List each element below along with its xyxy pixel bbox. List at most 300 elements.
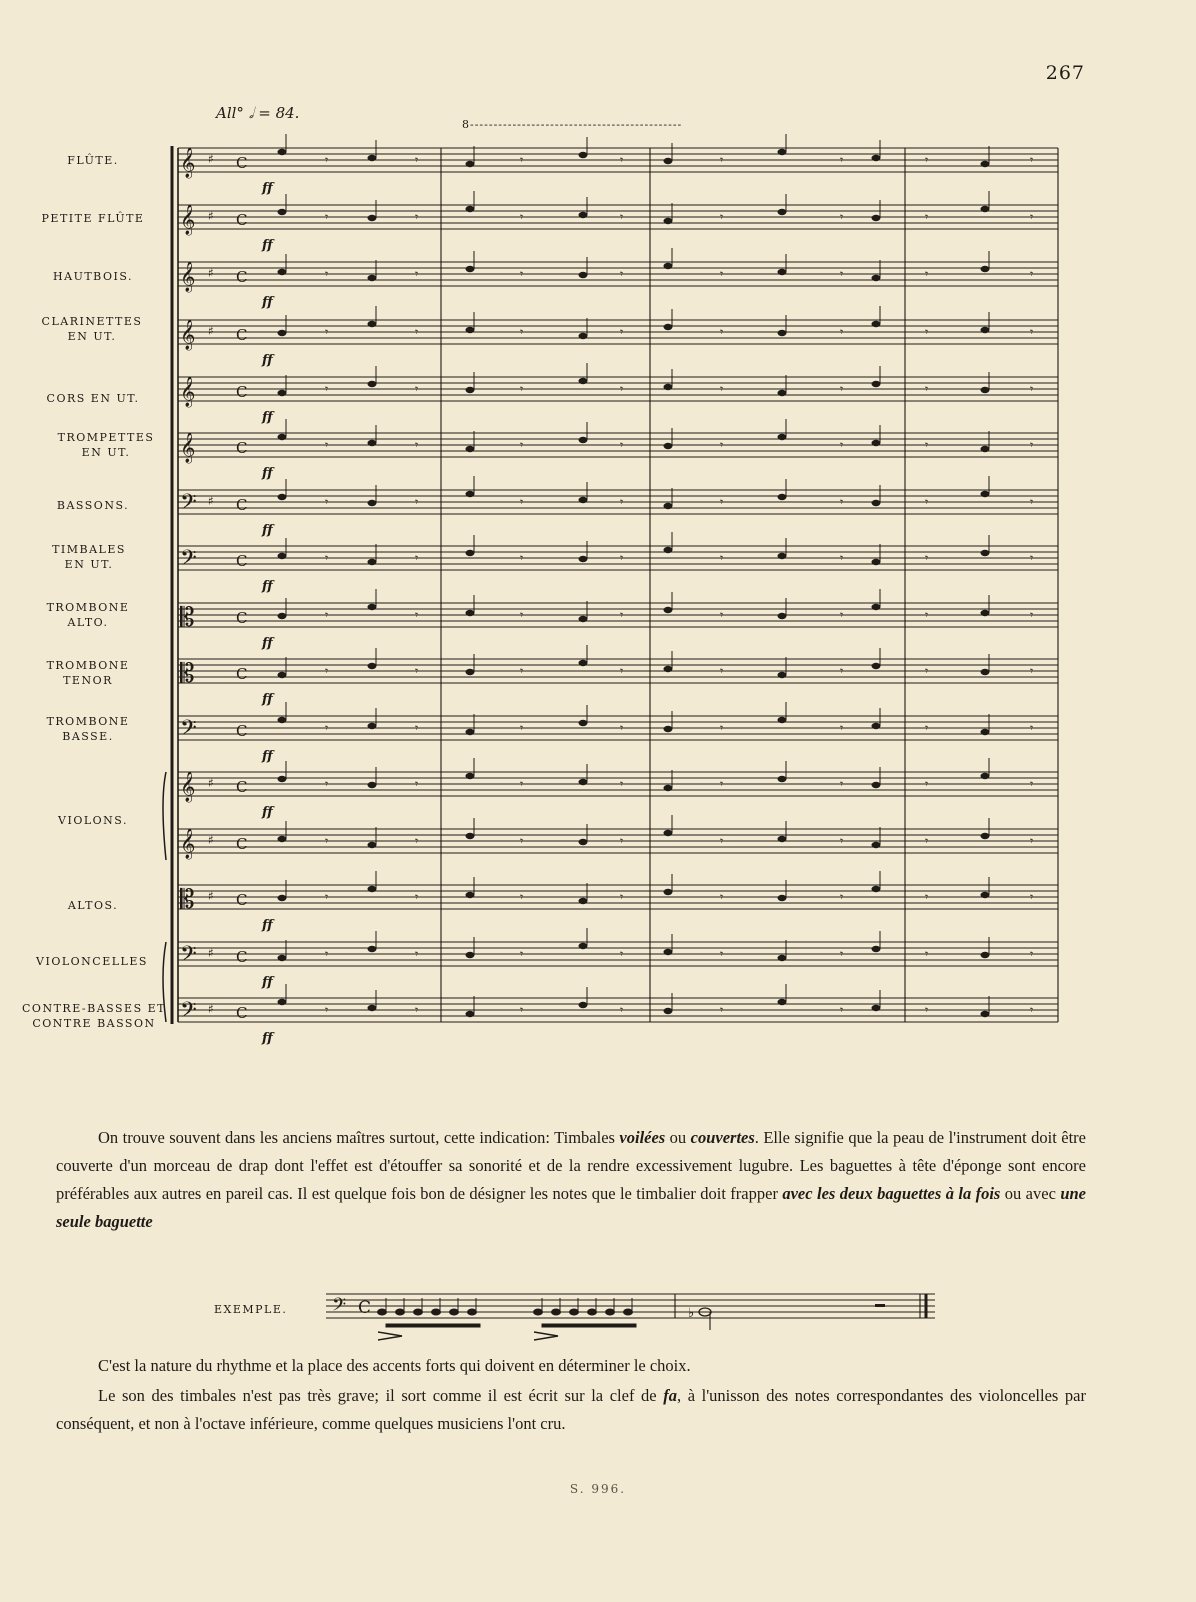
note-head <box>368 559 377 565</box>
note-head <box>579 437 588 443</box>
rest-symbol: 𝄾 <box>1030 551 1034 565</box>
note-head <box>368 500 377 506</box>
clef-symbol: 𝄞 <box>180 262 196 292</box>
time-signature: C <box>236 722 248 740</box>
rest-symbol: 𝄾 <box>840 495 844 509</box>
note-head <box>981 161 990 167</box>
time-signature: C <box>236 948 248 966</box>
text-run: , à l'unisson des notes correspondantes des violoncelles par conséquent, et non à l'octave inférieure, comme quelques musiciens l'ont cru. <box>56 1386 1086 1433</box>
note-head <box>778 269 787 275</box>
instrument-label-cors: CORS EN UT. <box>46 392 140 405</box>
rest-symbol: 𝄾 <box>1030 947 1034 961</box>
rest-symbol: 𝄾 <box>325 608 329 622</box>
note-head <box>872 321 881 327</box>
time-signature: C <box>236 439 248 457</box>
svg-text:♭: ♭ <box>688 1306 695 1321</box>
rest-symbol: 𝄾 <box>520 267 524 281</box>
text-run: ou <box>665 1128 691 1147</box>
note-head <box>278 613 287 619</box>
note-head <box>778 434 787 440</box>
note-head <box>981 446 990 452</box>
text-run: Le son des timbales n'est pas très grave; il sort comme il est écrit sur la clef de <box>98 1386 664 1405</box>
key-signature: ♯ <box>208 209 214 223</box>
instrument-label-petite-flute: PETITE FLÛTE <box>41 212 145 225</box>
note-head <box>466 161 475 167</box>
rest-symbol: 𝄾 <box>415 890 419 904</box>
rest-symbol: 𝄾 <box>620 1003 624 1017</box>
clef-symbol: 𝄢 <box>180 998 197 1028</box>
rest-symbol: 𝄾 <box>925 834 929 848</box>
rest-symbol: 𝄾 <box>1030 153 1034 167</box>
note-head <box>872 723 881 729</box>
rest-symbol: 𝄾 <box>925 721 929 735</box>
rest-symbol: 𝄾 <box>520 1003 524 1017</box>
note-head <box>368 723 377 729</box>
note-head <box>588 1309 597 1315</box>
beam <box>542 1324 636 1327</box>
note-head <box>664 443 673 449</box>
rest-symbol: 𝄾 <box>925 325 929 339</box>
note-head <box>872 663 881 669</box>
instrument-label-flute: FLÛTE. <box>67 154 119 167</box>
rest-symbol: 𝄾 <box>925 153 929 167</box>
note-head <box>278 717 287 723</box>
note-head <box>778 209 787 215</box>
rest-symbol: 𝄾 <box>1030 1003 1034 1017</box>
rest-symbol: 𝄾 <box>720 495 724 509</box>
note-head <box>570 1309 579 1315</box>
note-head <box>872 842 881 848</box>
rest-symbol: 𝄾 <box>925 1003 929 1017</box>
rest-symbol: 𝄾 <box>720 210 724 224</box>
rest-symbol: 𝄾 <box>840 721 844 735</box>
dynamic-marking: ff <box>262 918 273 933</box>
rest-symbol: 𝄾 <box>415 664 419 678</box>
note-head <box>981 491 990 497</box>
rest-symbol: 𝄾 <box>1030 721 1034 735</box>
text-voilees: voilées <box>619 1128 666 1147</box>
key-signature: ♯ <box>208 946 214 960</box>
note-head <box>368 842 377 848</box>
note-head <box>278 553 287 559</box>
note-head <box>368 381 377 387</box>
clef-symbol: 𝄞 <box>180 205 196 235</box>
note-head <box>981 550 990 556</box>
octave-marking: 8--------------------------------------------- <box>462 118 683 131</box>
note-head <box>664 785 673 791</box>
note-head <box>368 440 377 446</box>
rest-symbol: 𝄾 <box>520 210 524 224</box>
note-head <box>368 321 377 327</box>
note-head <box>872 275 881 281</box>
note-head <box>981 387 990 393</box>
note-head <box>368 946 377 952</box>
rest-symbol: 𝄾 <box>620 267 624 281</box>
rest-symbol: 𝄾 <box>325 382 329 396</box>
dynamic-marking: ff <box>262 181 273 196</box>
time-signature: C <box>236 383 248 401</box>
note-head <box>278 999 287 1005</box>
rest-symbol: 𝄾 <box>840 608 844 622</box>
note-head <box>664 263 673 269</box>
note-head <box>278 836 287 842</box>
dynamic-marking: ff <box>262 805 273 820</box>
rest-symbol: 𝄾 <box>325 1003 329 1017</box>
text-para2: C'est la nature du rhythme et la place des accents forts qui doivent en déterminer le choix. <box>98 1356 691 1375</box>
rest-symbol: 𝄾 <box>520 834 524 848</box>
time-signature: C <box>236 1004 248 1022</box>
rest-symbol: 𝄾 <box>840 777 844 791</box>
note-head <box>466 206 475 212</box>
instrument-label-altos: ALTOS. <box>67 899 119 912</box>
key-signature: ♯ <box>208 494 214 508</box>
rest-symbol: 𝄾 <box>620 551 624 565</box>
clef-symbol: 𝄞 <box>180 772 196 802</box>
rest-symbol: 𝄾 <box>840 382 844 396</box>
time-signature: C <box>236 665 248 683</box>
note-head <box>579 272 588 278</box>
note-head <box>981 952 990 958</box>
note-head <box>466 892 475 898</box>
note-head <box>872 782 881 788</box>
rest-symbol: 𝄾 <box>520 664 524 678</box>
text-couvertes: couvertes <box>690 1128 755 1147</box>
rest-symbol: 𝄾 <box>620 495 624 509</box>
note-head <box>466 446 475 452</box>
page-number: 267 <box>1045 62 1085 84</box>
rest-symbol: 𝄾 <box>325 664 329 678</box>
svg-text:C: C <box>358 1298 372 1318</box>
note-head <box>778 149 787 155</box>
rest-symbol: 𝄾 <box>720 834 724 848</box>
rest-symbol: 𝄾 <box>720 267 724 281</box>
rest-symbol: 𝄾 <box>415 438 419 452</box>
rest-symbol: 𝄾 <box>1030 608 1034 622</box>
example-label: EXEMPLE. <box>214 1303 288 1316</box>
note-head <box>872 886 881 892</box>
rest-symbol: 𝄾 <box>1030 267 1034 281</box>
rest-symbol: 𝄾 <box>520 947 524 961</box>
rest-symbol: 𝄾 <box>520 777 524 791</box>
note-head <box>466 550 475 556</box>
note-head <box>664 324 673 330</box>
note-head <box>981 669 990 675</box>
rest-symbol: 𝄾 <box>520 382 524 396</box>
rest-symbol: 𝄾 <box>620 664 624 678</box>
note-head <box>981 610 990 616</box>
rest-symbol: 𝄾 <box>415 382 419 396</box>
rest-symbol: 𝄾 <box>325 551 329 565</box>
dynamic-marking: ff <box>262 353 273 368</box>
rest-symbol: 𝄾 <box>720 890 724 904</box>
note-head <box>368 782 377 788</box>
clef-symbol: 𝄢 <box>180 716 197 746</box>
note-head <box>466 387 475 393</box>
note-head <box>278 955 287 961</box>
rest-symbol: 𝄾 <box>325 495 329 509</box>
note-head <box>466 327 475 333</box>
note-head <box>278 895 287 901</box>
note-head <box>579 497 588 503</box>
rest-symbol: 𝄾 <box>620 721 624 735</box>
dynamic-marking: ff <box>262 975 273 990</box>
rest-symbol: 𝄾 <box>840 438 844 452</box>
clef-symbol: 𝄢 <box>180 546 197 576</box>
rest-symbol: 𝄾 <box>415 777 419 791</box>
rest-symbol: 𝄾 <box>720 438 724 452</box>
rest-symbol: 𝄾 <box>840 267 844 281</box>
instrument-label-clarinettes: CLARINETTES EN UT. <box>41 315 143 343</box>
note-head <box>872 440 881 446</box>
note-head <box>624 1309 633 1315</box>
note-head <box>778 895 787 901</box>
note-head <box>579 943 588 949</box>
note-head <box>278 434 287 440</box>
clef-symbol: 𝄡 <box>180 659 195 689</box>
rest-symbol: 𝄾 <box>840 947 844 961</box>
rest-symbol: 𝄾 <box>925 777 929 791</box>
note-head <box>778 672 787 678</box>
note-head <box>579 720 588 726</box>
time-signature: C <box>236 154 248 172</box>
rest-symbol: 𝄾 <box>925 210 929 224</box>
rest-symbol: 𝄾 <box>520 721 524 735</box>
time-signature: C <box>236 496 248 514</box>
note-head <box>368 886 377 892</box>
note-head <box>579 212 588 218</box>
dynamic-marking: ff <box>262 579 273 594</box>
instrument-label-bassons: BASSONS. <box>56 499 130 512</box>
note-head <box>778 999 787 1005</box>
note-head <box>432 1309 441 1315</box>
note-head <box>534 1309 543 1315</box>
key-signature: ♯ <box>208 1002 214 1016</box>
dynamic-marking: ff <box>262 636 273 651</box>
note-head <box>368 663 377 669</box>
rest-symbol: 𝄾 <box>925 947 929 961</box>
rest-symbol: 𝄾 <box>415 834 419 848</box>
rest-symbol: 𝄾 <box>415 267 419 281</box>
note-head <box>778 553 787 559</box>
example-staff <box>320 1280 940 1352</box>
text-run: On trouve souvent dans les anciens maîtres surtout, cette indication: Timbales <box>98 1128 620 1147</box>
rest-symbol: 𝄾 <box>520 495 524 509</box>
rest-symbol: 𝄾 <box>325 153 329 167</box>
instrument-label-timbales: TIMBALES EN UT. <box>52 543 126 571</box>
rest-symbol: 𝄾 <box>325 834 329 848</box>
note-head <box>664 503 673 509</box>
note-head <box>872 381 881 387</box>
rest-symbol: 𝄾 <box>720 325 724 339</box>
rest-symbol: 𝄾 <box>325 777 329 791</box>
time-signature: C <box>236 778 248 796</box>
note-head <box>368 275 377 281</box>
note-head <box>778 836 787 842</box>
rest-symbol: 𝄾 <box>840 551 844 565</box>
note-head <box>664 158 673 164</box>
rest-symbol: 𝄾 <box>720 382 724 396</box>
note-head <box>378 1309 387 1315</box>
text-run: ou avec <box>1000 1184 1061 1203</box>
instrument-label-contrebasses: CONTRE-BASSES ET CONTRE BASSON <box>22 1002 166 1030</box>
clef-symbol: 𝄡 <box>180 885 195 915</box>
note-head <box>664 726 673 732</box>
rest-symbol: 𝄾 <box>840 210 844 224</box>
rest-symbol: 𝄾 <box>325 267 329 281</box>
clef-symbol: 𝄞 <box>180 433 196 463</box>
note-head <box>872 215 881 221</box>
note-head <box>664 607 673 613</box>
time-signature: C <box>236 835 248 853</box>
note-head <box>368 215 377 221</box>
note-head <box>278 672 287 678</box>
rest-symbol: 𝄾 <box>840 664 844 678</box>
clef-symbol: 𝄡 <box>180 603 195 633</box>
note-head <box>778 613 787 619</box>
rest-symbol: 𝄾 <box>415 551 419 565</box>
rest-symbol: 𝄾 <box>415 608 419 622</box>
rest-symbol: 𝄾 <box>1030 890 1034 904</box>
rest-symbol: 𝄾 <box>415 1003 419 1017</box>
dynamic-marking: ff <box>262 523 273 538</box>
dynamic-marking: ff <box>262 238 273 253</box>
rest-symbol: 𝄾 <box>840 890 844 904</box>
rest-symbol: 𝄾 <box>1030 210 1034 224</box>
bass-brace <box>163 942 166 1022</box>
note-head <box>664 889 673 895</box>
note-head <box>466 491 475 497</box>
rest-symbol: 𝄾 <box>1030 495 1034 509</box>
note-head <box>778 330 787 336</box>
rest-symbol: 𝄾 <box>1030 325 1034 339</box>
note-head <box>778 776 787 782</box>
text-fa: fa <box>663 1386 677 1405</box>
rest-symbol: 𝄾 <box>620 438 624 452</box>
time-signature: C <box>236 609 248 627</box>
dynamic-marking: ff <box>262 295 273 310</box>
time-signature: C <box>236 326 248 344</box>
dynamic-marking: ff <box>262 749 273 764</box>
note-head <box>368 604 377 610</box>
note-head <box>981 206 990 212</box>
note-head <box>981 892 990 898</box>
note-head <box>981 327 990 333</box>
note-head <box>872 946 881 952</box>
note-head <box>606 1309 615 1315</box>
rest-symbol: 𝄾 <box>620 947 624 961</box>
note-head <box>552 1309 561 1315</box>
note-head <box>872 1005 881 1011</box>
note-head <box>664 547 673 553</box>
note-head <box>872 604 881 610</box>
prose-paragraph-timbales <box>56 1124 1086 1236</box>
note-head <box>278 390 287 396</box>
text-seule-baguette: une seule baguette <box>56 1184 1086 1231</box>
note-head <box>368 1005 377 1011</box>
rest-symbol: 𝄾 <box>620 325 624 339</box>
rest-symbol: 𝄾 <box>620 153 624 167</box>
rest-symbol: 𝄾 <box>325 947 329 961</box>
note-head <box>664 218 673 224</box>
note-head <box>579 333 588 339</box>
time-signature: C <box>236 268 248 286</box>
instrument-label-trompettes: TROMPETTES EN UT. <box>57 431 155 459</box>
note-head <box>414 1309 423 1315</box>
dynamic-marking: ff <box>262 466 273 481</box>
dynamic-marking: ff <box>262 410 273 425</box>
rest-symbol: 𝄾 <box>840 1003 844 1017</box>
text-run: . Elle signifie que la peau de l'instrument doit être couverte d'un morceau de drap dont l'effet est d'étouffer sa sonorité et de la rendre excessivement lugubre. Les baguettes à tête d'éponge sont encore préférables aux autres en pareil cas. Il est quelque fois bon de désigner les notes que le timbalier doit frapper <box>56 1128 1087 1203</box>
rest-symbol: 𝄾 <box>925 608 929 622</box>
note-head <box>278 494 287 500</box>
time-signature: C <box>236 552 248 570</box>
rest-symbol: 𝄾 <box>325 438 329 452</box>
note-head <box>579 839 588 845</box>
key-signature: ♯ <box>208 776 214 790</box>
note-head <box>368 155 377 161</box>
rest-symbol: 𝄾 <box>620 608 624 622</box>
clef-symbol: 𝄞 <box>180 377 196 407</box>
note-head <box>778 390 787 396</box>
note-head <box>664 949 673 955</box>
rest-symbol: 𝄾 <box>720 664 724 678</box>
rest-symbol: 𝄾 <box>720 608 724 622</box>
key-signature: ♯ <box>208 833 214 847</box>
dynamic-marking: ff <box>262 692 273 707</box>
rest-symbol: 𝄾 <box>720 1003 724 1017</box>
rest-symbol: 𝄾 <box>925 890 929 904</box>
rest-symbol: 𝄾 <box>1030 664 1034 678</box>
rest-symbol: 𝄾 <box>520 551 524 565</box>
tempo-marking: All° 𝅗𝅥 = 84. <box>216 104 300 122</box>
rest-symbol: 𝄾 <box>720 721 724 735</box>
dynamic-marking: ff <box>262 1031 273 1046</box>
note-head <box>579 779 588 785</box>
note-head <box>664 666 673 672</box>
note-head <box>466 952 475 958</box>
rest-symbol: 𝄾 <box>520 153 524 167</box>
note-head <box>579 152 588 158</box>
clef-symbol: 𝄞 <box>180 829 196 859</box>
rest-symbol: 𝄾 <box>1030 834 1034 848</box>
note-head <box>981 1011 990 1017</box>
note-head <box>664 1008 673 1014</box>
note-head <box>872 559 881 565</box>
rest-symbol: 𝄾 <box>415 325 419 339</box>
rest-symbol: 𝄾 <box>620 890 624 904</box>
note-head <box>278 149 287 155</box>
rest-symbol: 𝄾 <box>620 210 624 224</box>
clef-symbol: 𝄢 <box>180 942 197 972</box>
instrument-label-violoncelles: VIOLONCELLES <box>36 955 148 968</box>
rest-symbol: 𝄾 <box>720 153 724 167</box>
rest-symbol: 𝄾 <box>415 210 419 224</box>
note-head <box>466 729 475 735</box>
note-head <box>981 833 990 839</box>
rest-symbol: 𝄾 <box>520 325 524 339</box>
note-head <box>981 773 990 779</box>
note-head <box>278 330 287 336</box>
footer-plate-number: S. 996. <box>569 1482 627 1496</box>
rest-symbol: 𝄾 <box>520 890 524 904</box>
note-head <box>466 669 475 675</box>
beam <box>386 1324 480 1327</box>
note-head <box>468 1309 477 1315</box>
rest-symbol: 𝄾 <box>720 947 724 961</box>
note-head <box>664 830 673 836</box>
rest-symbol: 𝄾 <box>415 721 419 735</box>
rest-symbol: 𝄾 <box>325 210 329 224</box>
